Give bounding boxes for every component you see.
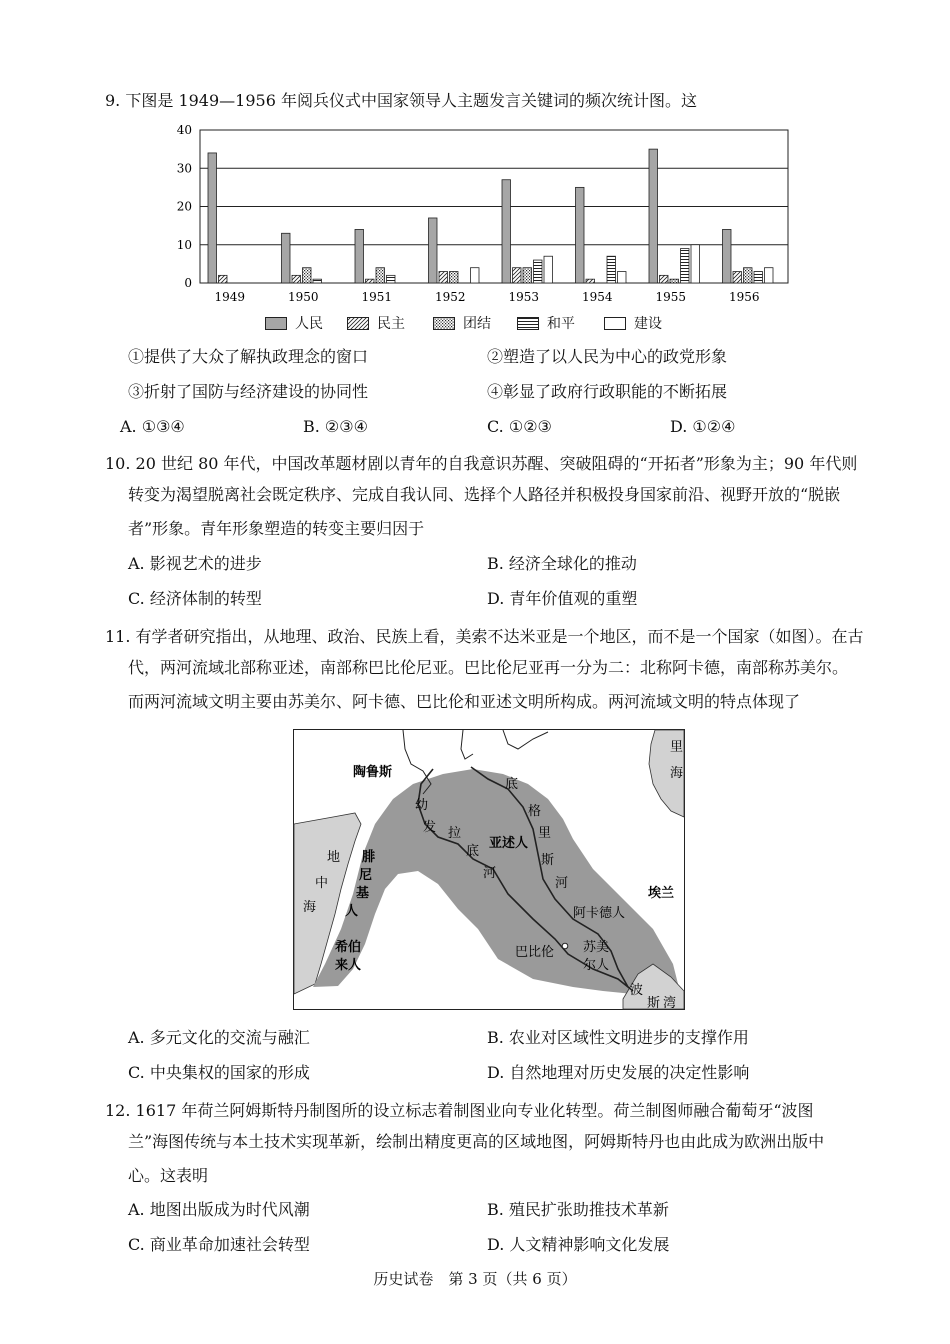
q9-choice-b[interactable]: B. ②③④ — [303, 417, 368, 436]
q11-choice-b[interactable]: B. 农业对区域性文明进步的支撑作用 — [487, 1028, 749, 1047]
x-tick-label: 1954 — [581, 290, 613, 304]
bar-1952-民主 — [439, 272, 448, 283]
q9-statement-2: ②塑造了以人民为中心的政党形象 — [487, 347, 728, 366]
legend-minzhu — [347, 313, 405, 333]
bar-1954-建设 — [618, 272, 627, 283]
q9-statement-1: ①提供了大众了解执政理念的窗口 — [128, 347, 369, 366]
map-label-euphrates-3: 拉 — [448, 826, 462, 841]
bar-1956-团结 — [744, 268, 753, 283]
q9-stem: 9. 下图是 1949—1956 年阅兵仪式中国家领导人主题发言关键词的频次统计图。这 — [105, 91, 697, 110]
map-label-med-3: 海 — [303, 900, 317, 915]
q9-choice-d[interactable]: D. ①②④ — [670, 417, 736, 436]
bar-1949-民主 — [219, 275, 228, 283]
bar-1952-建设 — [471, 268, 480, 283]
map-label-tigris-2: 格 — [528, 804, 542, 819]
x-tick-label: 1953 — [508, 290, 540, 304]
q10-choice-b[interactable]: B. 经济全球化的推动 — [487, 554, 637, 573]
q9-statement-3: ③折射了国防与经济建设的协同性 — [128, 382, 369, 401]
x-tick-label: 1952 — [434, 290, 466, 304]
map-label-assyrians: 亚述人 — [489, 836, 529, 851]
bar-1956-和平 — [754, 272, 763, 283]
map-label-phoenician-1: 腓 — [362, 850, 376, 865]
q11-stem-line1: 11. 有学者研究指出，从地理、政治、民族上看，美索不达米亚是一个地区，而不是一个国家（如图）。在古 — [105, 627, 864, 646]
bar-1951-人民 — [355, 229, 364, 283]
legend-tuanjie-label: 团结 — [463, 316, 491, 332]
map-label-sumerians-1: 苏美 — [583, 940, 610, 955]
bar-1950-和平 — [313, 279, 322, 283]
x-tick-label: 1949 — [214, 290, 246, 304]
bar-1953-和平 — [534, 260, 543, 283]
q12-choice-b[interactable]: B. 殖民扩张助推技术革新 — [487, 1200, 669, 1219]
map-label-elam: 埃兰 — [648, 886, 675, 901]
map-label-tigris-4: 斯 — [541, 853, 555, 868]
map-label-euphrates-5: 河 — [483, 866, 497, 881]
bar-1956-建设 — [765, 268, 774, 283]
map-label-med-2: 中 — [315, 876, 329, 891]
q12-stem-line2: 兰”海图传统与本土技术实现革新，绘制出精度更高的区域地图，阿姆斯特丹也由此成为欧洲出版中 — [128, 1132, 825, 1151]
y-tick-label: 10 — [176, 237, 192, 252]
map-label-phoenician-4: 人 — [345, 904, 359, 919]
map-label-taurus: 陶鲁斯 — [353, 765, 393, 780]
y-tick-label: 0 — [184, 276, 192, 290]
q10-stem-line3: 者”形象。青年形象塑造的转变主要归因于 — [128, 519, 425, 538]
legend-heping-label: 和平 — [547, 316, 575, 332]
q9-choice-c[interactable]: C. ①②③ — [487, 417, 552, 436]
legend-heping — [517, 313, 575, 333]
bar-1952-团结 — [450, 272, 459, 283]
legend-renmin-label: 人民 — [295, 316, 323, 332]
bar-1950-团结 — [303, 268, 312, 283]
bar-1950-人民 — [282, 233, 291, 283]
bar-1955-建设 — [691, 245, 700, 283]
bar-1956-人民 — [723, 229, 732, 283]
q10-stem-line2: 转变为渴望脱离社会既定秩序、完成自我认同、选择个人路径并积极投身国家前沿、视野开放的“脱嵌 — [128, 485, 841, 504]
map-label-sumerians-2: 尔人 — [583, 958, 610, 973]
map-label-hebrew-2: 来人 — [335, 958, 362, 973]
q12-stem-line3: 心。这表明 — [128, 1166, 209, 1185]
q12-stem-line1: 12. 1617 年荷兰阿姆斯特丹制图所的设立标志着制图业向专业化转型。荷兰制图师融合葡萄牙“波图 — [105, 1101, 814, 1120]
bar-1955-团结 — [670, 279, 679, 283]
y-tick-label: 30 — [176, 161, 192, 176]
x-tick-label: 1955 — [655, 290, 687, 304]
map-label-hebrew-1: 希伯 — [335, 940, 362, 955]
bar-1953-建设 — [544, 256, 553, 283]
mesopotamia-map — [293, 729, 685, 1010]
bar-1953-人民 — [502, 180, 511, 283]
bar-1954-和平 — [607, 256, 616, 283]
map-label-tigris-5: 河 — [555, 876, 569, 891]
bar-1952-人民 — [429, 218, 438, 283]
page-footer: 历史试卷 第 3 页（共 6 页） — [373, 1270, 577, 1288]
q12-choice-a[interactable]: A. 地图出版成为时代风潮 — [128, 1200, 310, 1219]
q9-statement-4: ④彰显了政府行政职能的不断拓展 — [487, 382, 728, 401]
legend-renmin — [265, 313, 323, 333]
map-label-tigris-3: 里 — [538, 826, 552, 841]
q11-stem-line3: 而两河流域文明主要由苏美尔、阿卡德、巴比伦和亚述文明所构成。两河流域文明的特点体现了 — [128, 692, 801, 711]
q11-stem-line2: 代，两河流域北部称亚述，南部称巴比伦尼亚。巴比伦尼亚再一分为二：北称阿卡德，南部称苏美尔。 — [128, 658, 849, 677]
bar-1954-人民 — [576, 187, 585, 283]
map-label-med-1: 地 — [327, 850, 341, 865]
y-tick-label: 20 — [176, 199, 192, 214]
bar-1954-民主 — [586, 279, 595, 283]
map-label-euphrates-4: 底 — [466, 844, 480, 859]
bar-1955-和平 — [681, 249, 690, 283]
legend-jianshe — [604, 313, 662, 333]
q10-stem-line1: 10. 20 世纪 80 年代，中国改革题材剧以青年的自我意识苏醒、突破阻碍的“开拓者”形象为主；90 年代则 — [105, 454, 858, 473]
y-tick-label: 40 — [176, 123, 192, 137]
x-tick-label: 1951 — [361, 290, 393, 304]
q10-choice-c[interactable]: C. 经济体制的转型 — [128, 589, 262, 608]
bar-1955-民主 — [660, 275, 669, 283]
x-tick-label: 1956 — [728, 290, 760, 304]
q11-choice-a[interactable]: A. 多元文化的交流与融汇 — [128, 1028, 310, 1047]
q10-choice-a[interactable]: A. 影视艺术的进步 — [128, 554, 262, 573]
x-tick-label: 1950 — [287, 290, 319, 304]
q10-choice-d[interactable]: D. 青年价值观的重塑 — [487, 589, 638, 608]
q12-choice-d[interactable]: D. 人文精神影响文化发展 — [487, 1235, 670, 1254]
map-label-caspian-1: 里 — [670, 740, 684, 755]
bar-1953-民主 — [513, 268, 522, 283]
map-label-phoenician-2: 尼 — [359, 868, 373, 883]
bar-1951-民主 — [366, 279, 375, 283]
map-label-gulf-3: 湾 — [663, 996, 677, 1010]
q11-choice-c[interactable]: C. 中央集权的国家的形成 — [128, 1063, 310, 1082]
map-label-gulf-1: 波 — [630, 983, 644, 998]
q12-choice-c[interactable]: C. 商业革命加速社会转型 — [128, 1235, 310, 1254]
q9-bar-chart — [160, 120, 800, 310]
bar-1949-人民 — [208, 153, 217, 283]
bar-1953-团结 — [523, 268, 532, 283]
bar-1951-和平 — [387, 275, 396, 283]
map-label-tigris-1: 底 — [505, 777, 519, 792]
bar-1951-团结 — [376, 268, 385, 283]
map-label-euphrates-2: 发 — [423, 820, 437, 835]
bar-1956-民主 — [733, 272, 742, 283]
map-label-euphrates-1: 幼 — [415, 798, 429, 813]
map-label-akkadians: 阿卡德人 — [573, 906, 626, 921]
q11-choice-d[interactable]: D. 自然地理对历史发展的决定性影响 — [487, 1063, 750, 1082]
map-label-caspian-2: 海 — [670, 766, 684, 781]
bar-1950-民主 — [292, 275, 301, 283]
map-label-phoenician-3: 基 — [356, 886, 370, 901]
legend-tuanjie — [433, 313, 491, 333]
bar-1955-人民 — [649, 149, 658, 283]
map-label-babylon: 巴比伦 — [515, 945, 555, 960]
legend-jianshe-label: 建设 — [634, 316, 662, 332]
map-label-gulf-2: 斯 — [647, 996, 661, 1010]
legend-minzhu-label: 民主 — [377, 316, 405, 332]
q9-choice-a[interactable]: A. ①③④ — [120, 417, 185, 436]
